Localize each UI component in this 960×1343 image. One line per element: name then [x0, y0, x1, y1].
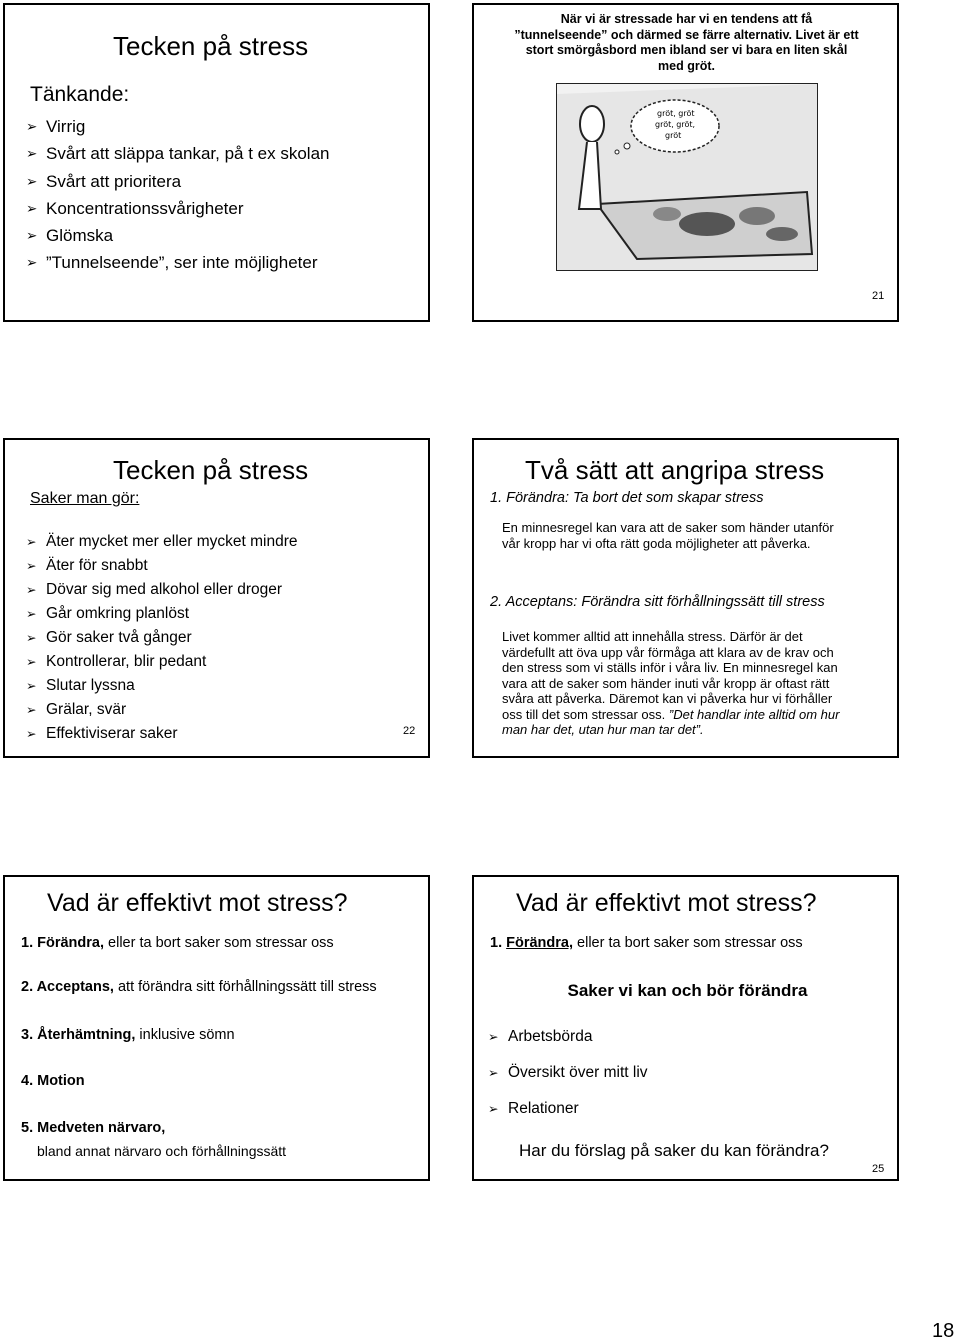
list-item: ➢ Går omkring planlöst — [24, 602, 298, 626]
cartoon-illustration — [556, 83, 818, 271]
list-item: 3. Återhämtning, inklusive sömn — [21, 1027, 235, 1043]
arrowhead-bullet-icon: ➢ — [26, 583, 37, 597]
list-item: 1. Förändra, eller ta bort saker som stressar oss — [490, 935, 803, 951]
list-item: ➢ Kontrollerar, blir pedant — [24, 650, 298, 674]
arrowhead-bullet-icon: ➢ — [26, 228, 38, 244]
arrowhead-bullet-icon: ➢ — [26, 173, 38, 189]
list-item: 4. Motion — [21, 1073, 85, 1089]
arrowhead-bullet-icon: ➢ — [26, 119, 38, 134]
slide-title: Vad är effektivt mot stress? — [47, 889, 348, 917]
list-item: ➢ ”Tunnelseende”, ser inte möjligheter — [24, 249, 330, 276]
list-item: ➢ Översikt över mitt liv — [486, 1055, 648, 1091]
list-item: ➢ Arbetsbörda — [486, 1019, 648, 1055]
list-item: ➢ Äter för snabbt — [24, 554, 298, 578]
point-2-heading: 2. Acceptans: Förändra sitt förhållningssätt till stress — [490, 594, 825, 610]
arrowhead-bullet-icon: ➢ — [488, 1030, 499, 1044]
bubble-line: gröt — [665, 131, 682, 140]
list-item: 5. Medveten närvaro, — [21, 1120, 166, 1136]
slide-saker-man-gor — [3, 438, 430, 758]
list-item: ➢ Svårt att släppa tankar, på t ex skolan — [24, 140, 330, 167]
arrowhead-bullet-icon: ➢ — [26, 255, 38, 271]
arrowhead-bullet-icon: ➢ — [26, 146, 38, 162]
subheading: Saker vi kan och bör förändra — [567, 981, 808, 1000]
arrowhead-bullet-icon: ➢ — [26, 703, 37, 717]
list-item: ➢ Äter mycket mer eller mycket mindre — [24, 530, 298, 554]
slide-page-number: 21 — [872, 290, 885, 302]
slide-tva-satt — [472, 438, 899, 758]
question: Har du förslag på saker du kan förändra? — [519, 1141, 829, 1160]
list-item: ➢ Relationer — [486, 1091, 648, 1127]
arrowhead-bullet-icon: ➢ — [488, 1102, 499, 1116]
slide-page-number: 22 — [403, 725, 416, 737]
arrowhead-bullet-icon: ➢ — [26, 535, 37, 549]
arrowhead-bullet-icon: ➢ — [26, 607, 37, 621]
arrowhead-bullet-icon: ➢ — [26, 200, 38, 216]
slide-tunnelseende — [472, 3, 899, 322]
list-item: ➢ Virrig — [24, 113, 330, 140]
arrowhead-bullet-icon: ➢ — [26, 631, 37, 645]
list-item: ➢ Svårt att prioritera — [24, 168, 330, 195]
arrowhead-bullet-icon: ➢ — [26, 559, 37, 573]
bubble-line: gröt, gröt, — [655, 120, 696, 129]
list-item: ➢ Dövar sig med alkohol eller droger — [24, 578, 298, 602]
cartoon-drawing — [557, 84, 817, 270]
bullet-list — [24, 113, 330, 277]
quote: ”Det handlar inte alltid om hur — [668, 706, 840, 722]
slide-title: Vad är effektivt mot stress? — [516, 889, 817, 917]
list-item: ➢ Gör saker två gånger — [24, 626, 298, 650]
point-1-heading: 1. Förändra: Ta bort det som skapar stress — [490, 490, 764, 506]
slide-heading: Saker man gör: — [30, 490, 140, 507]
list-item: ➢ Effektiviserar saker — [24, 722, 298, 746]
arrowhead-bullet-icon: ➢ — [26, 727, 37, 741]
page-number: 18 — [932, 1320, 955, 1342]
list-item: ➢ Grälar, svär — [24, 698, 298, 722]
bullet-list — [24, 530, 298, 746]
quote: man har det, utan hur man tar det”. — [502, 722, 704, 737]
list-item: ➢ Glömska — [24, 222, 330, 249]
list-item: 1. Förändra, eller ta bort saker som stressar oss — [21, 935, 334, 951]
bullet-list — [486, 1019, 648, 1127]
slide-caption: När vi är stressade har vi en tendens att få ”tunnelseende” och därmed se färre alternativ. Livet är ett stort smörgåsbord men ibland ser vi bara en liten skål med gröt. — [514, 12, 859, 73]
slide-effektivt — [3, 875, 430, 1181]
point-1-text: En minnesregel kan vara att de saker som händer utanför vår kropp har vi ofta rätt goda möjligheter att påverka. — [502, 520, 834, 551]
slide-forandra — [472, 875, 899, 1181]
list-sub-item: bland annat närvaro och förhållningssätt — [37, 1143, 287, 1159]
slide-title: Två sätt att angripa stress — [525, 455, 825, 485]
bubble-line: gröt, gröt — [657, 109, 695, 118]
list-item: 2. Acceptans, att förändra sitt förhållningssätt till stress — [21, 979, 377, 995]
slide-page-number: 25 — [872, 1163, 885, 1175]
list-item: ➢ Koncentrationssvårigheter — [24, 195, 330, 222]
arrowhead-bullet-icon: ➢ — [26, 679, 37, 693]
slide-title: Tecken på stress — [113, 455, 309, 485]
list-item: ➢ Slutar lyssna — [24, 674, 298, 698]
slide-heading: Tänkande: — [30, 83, 130, 106]
arrowhead-bullet-icon: ➢ — [488, 1066, 499, 1080]
point-2-text: Livet kommer alltid att innehålla stress. Därför är det värdefullt att öva upp vår förmåga att klara av de krav och den stress som vi ställs inför i våra liv. En minnesregel kan vara att de saker som händer inuti vår kropp är oftast rätt svåra att påverka. Däremot kan vi påverka hur vi förhåller oss till det som stressar oss. ”Det handlar inte alltid om hur man har det, utan hur man tar det”. — [502, 629, 840, 737]
slide-title: Tecken på stress — [113, 31, 309, 61]
arrowhead-bullet-icon: ➢ — [26, 655, 37, 669]
slide-tankande — [3, 3, 430, 322]
